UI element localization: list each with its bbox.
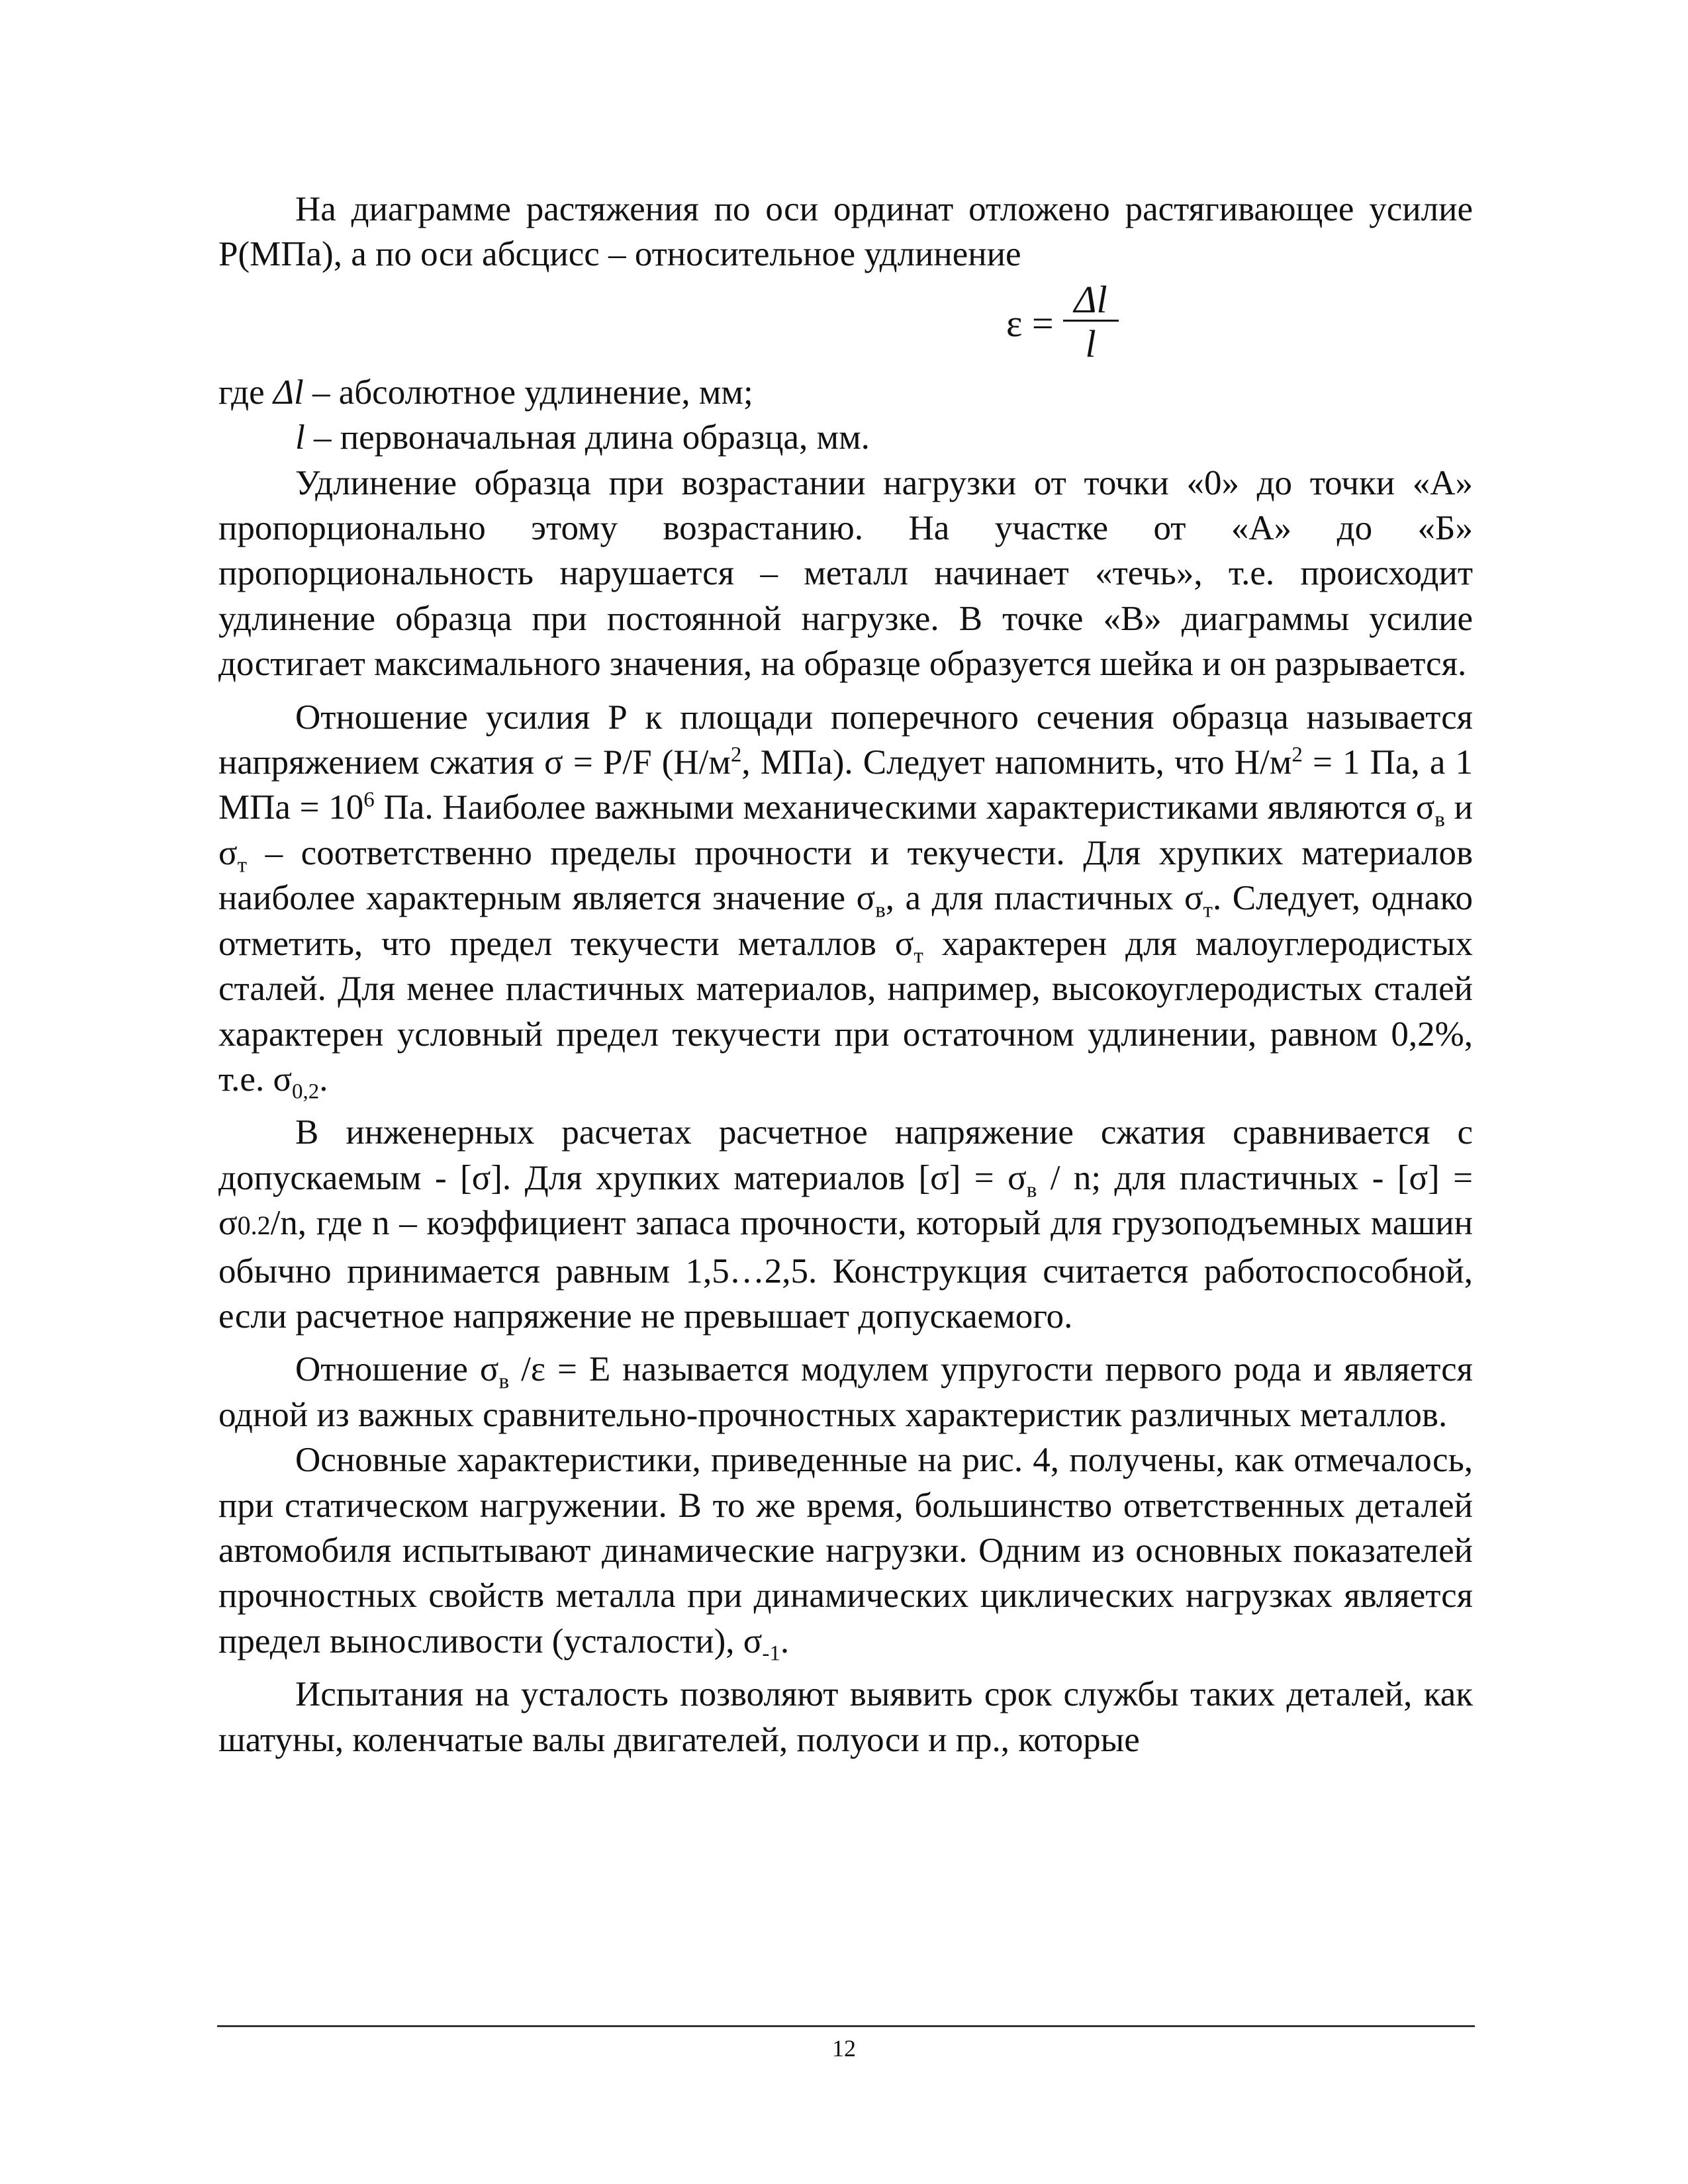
fraction <box>1063 277 1119 367</box>
paragraph-fatigue-tests: Испытания на усталость позволяют выявить срок службы таких деталей, как шатуны, коленчатые валы двигателей, полуоси и пр., которые <box>218 1675 1473 1759</box>
text-initial-length: – первоначальная длина образца, мм. <box>305 418 870 457</box>
subscript: в <box>1434 808 1445 833</box>
text-where: где <box>218 373 265 412</box>
paragraph-initial-length <box>218 415 1473 460</box>
text-run: , МПа). Следует напомнить, что Н/м <box>741 743 1292 782</box>
subscript: т <box>914 944 923 968</box>
subscript: -1 <box>762 1641 780 1666</box>
small-index: 0.2 <box>237 1210 271 1241</box>
symbol-l: l <box>295 418 305 457</box>
text-run: характерен для малоуглеродистых сталей. Для менее пластичных материалов, например, высокоуглеродистых сталей характерен условный предел текучести при остаточном удлинении, равном 0,2%, т.е. σ <box>218 924 1473 1099</box>
paragraph-where-delta-l <box>218 370 1473 415</box>
paragraph-elongation: Удлинение образца при возрастании нагрузки от точки «0» до точки «А» пропорционально этому возрастанию. На участке от «А» до «Б» пропорциональность нарушается – металл начинает «течь», т.е. происходит удлинение образца при постоянной нагрузке. В точке «В» диаграммы усилие достигает максимального значения, на образце образуется шейка и он разрывается. <box>218 463 1473 684</box>
strain-formula <box>218 277 1473 370</box>
text-run: В инженерных расчетах расчетное напряжение сжатия сравнивается с допускаемым - [σ]. Для хрупких материалов [σ] = σ <box>218 1113 1473 1197</box>
paragraph-dynamic-loads <box>218 1437 1473 1664</box>
text-absolute-elongation: – абсолютное удлинение, мм; <box>303 373 753 412</box>
paragraph-stress <box>218 695 1473 1103</box>
superscript: 2 <box>730 743 742 767</box>
subscript: в <box>875 898 886 923</box>
text-run: и σ <box>218 788 1473 872</box>
subscript: в <box>498 1369 510 1394</box>
formula-numerator: Δl <box>1074 277 1107 321</box>
superscript: 6 <box>363 788 375 812</box>
paragraph-allowable-stress <box>218 1110 1473 1339</box>
text-run: Основные характеристики, приведенные на рис. 4, получены, как отмечалось, при статическом нагружении. В то же время, большинство ответственных деталей автомобиля испытывают динамические нагрузки. Одним из основных показателей прочностных свойств металла при динамических циклических нагрузках является предел выносливости (усталости), σ <box>218 1441 1473 1661</box>
text-run: . <box>780 1621 790 1661</box>
text-run: Па. Наиболее важными механическими характеристиками являются σ <box>374 788 1435 827</box>
text-run: , а для пластичных σ <box>885 879 1203 918</box>
text-column <box>218 187 1473 1762</box>
symbol-delta-l: Δl <box>273 373 304 412</box>
text-run: Отношение усилия Р к площади поперечного сечения образца называется напряжением сжатия σ = Р/F (Н/м <box>218 698 1473 782</box>
superscript: 2 <box>1291 743 1303 767</box>
formula-denominator: l <box>1085 322 1096 365</box>
subscript: т <box>1203 898 1213 923</box>
text-run: /n, где n – коэффициент запаса прочности, который для грузоподъемных машин обычно принимается равным 1,5…2,5. Конструкция считается работоспособной, если расчетное напряжение не превышает допускаемого. <box>218 1204 1473 1336</box>
formula-fraction <box>1006 277 1119 367</box>
text-run: Отношение σ <box>295 1350 499 1389</box>
subscript: т <box>237 853 247 878</box>
paragraph-elastic-modulus <box>218 1347 1473 1437</box>
text-run: = 1 Па, а 1 МПа = 10 <box>218 743 1474 827</box>
text-run: . <box>319 1060 328 1099</box>
text-run: – соответственно пределы прочности и текучести. Для хрупких материалов наиболее характерным является значение σ <box>218 833 1473 918</box>
page-number: 12 <box>832 2035 856 2062</box>
subscript: 0,2 <box>292 1079 320 1104</box>
text-run: . Следует, однако отметить, что предел текучести металлов σ <box>218 879 1473 963</box>
formula-lhs: ε = <box>1006 301 1054 345</box>
text-run: / n; для пластичных - [σ] = σ <box>218 1158 1473 1243</box>
text-run: /ε = Е называется модулем упругости первого рода и является одной из важных сравнительно-прочностных характеристик различных металлов. <box>218 1350 1473 1434</box>
paragraph-diagram-intro: На диаграмме растяжения по оси ординат отложено растягивающее усилие Р(МПа), а по оси абсцисс – относительное удлинение <box>218 190 1473 274</box>
subscript: в <box>1026 1178 1037 1203</box>
footer-rule <box>217 2025 1475 2027</box>
